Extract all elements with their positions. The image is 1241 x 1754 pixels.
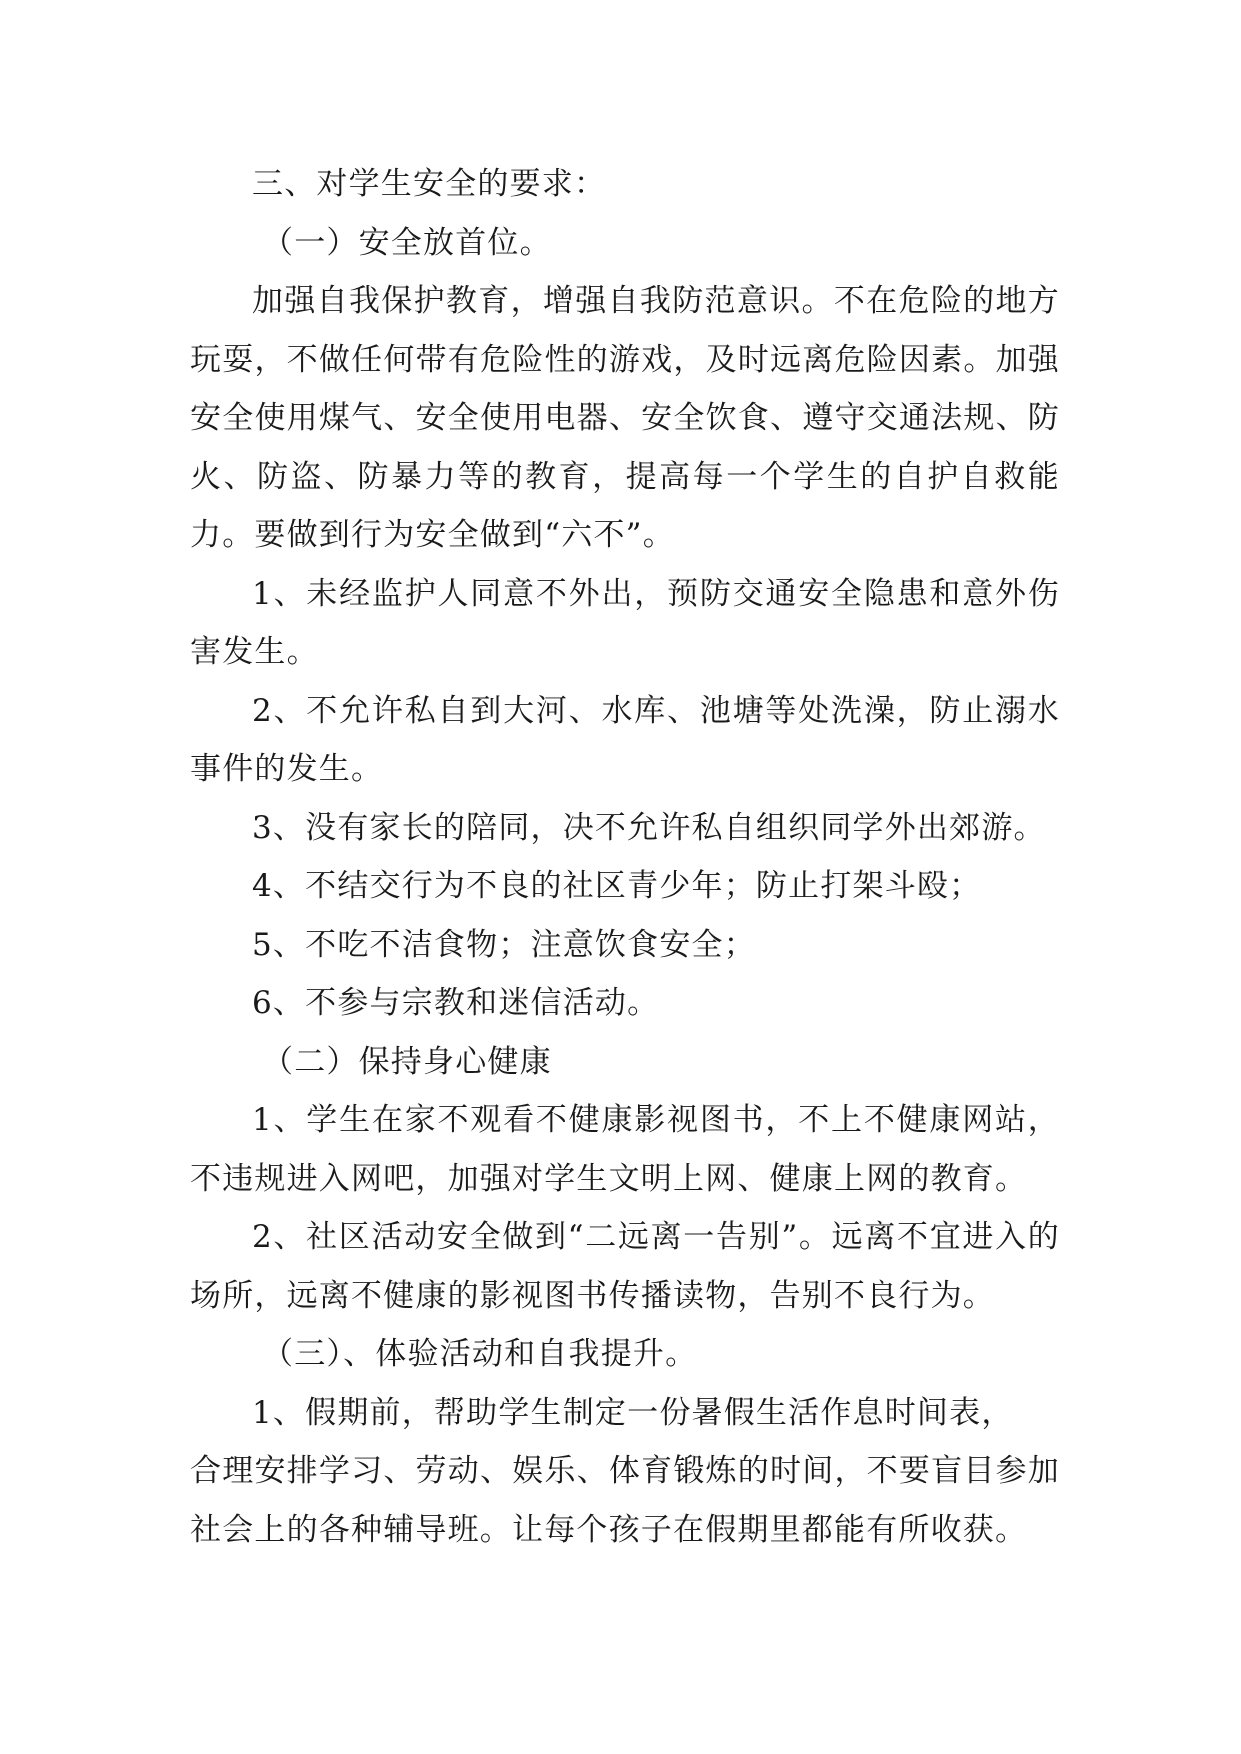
list-item: 2、不允许私自到大河、水库、池塘等处洗澡，防止溺水事件的发生。 <box>190 692 1060 787</box>
list-item: 2、社区活动安全做到“二远离一告别”。远离不宜进入的场所，远离不健康的影视图书传播读物，告别不良行为。 <box>190 1219 1060 1314</box>
list-item: 1、未经监护人同意不外出，预防交通安全隐患和意外伤害发生。 <box>190 575 1060 670</box>
list-item: 1、学生在家不观看不健康影视图书，不上不健康网站，不违规进入网吧，加强对学生文明上网、健康上网的教育。 <box>190 1102 1060 1197</box>
document-body <box>190 155 1060 1559</box>
subsection-heading: （二）保持身心健康 <box>262 1043 552 1080</box>
body-paragraph: 合理安排学习、劳动、娱乐、体育锻炼的时间，不要盲目参加社会上的各种辅导班。让每个孩子在假期里都能有所收获。 <box>190 1453 1060 1548</box>
list-item: 5、不吃不洁食物；注意饮食安全； <box>252 926 756 963</box>
list-item: 4、不结交行为不良的社区青少年；防止打架斗殴； <box>252 868 982 904</box>
body-paragraph: 加强自我保护教育，增强自我防范意识。不在危险的地方玩耍，不做任何带有危险性的游戏，及时远离危险因素。加强安全使用煤气、安全使用电器、安全饮食、遵守交通法规、防火、防盗、防暴力等的教育，提高每一个学生的自护自救能力。要做到行为安全做到“六不”。 <box>190 283 1060 553</box>
subsection-heading: （三）、体验活动和自我提升。 <box>262 1336 698 1372</box>
list-item: 3、没有家长的陪同，决不允许私自组织同学外出郊游。 <box>252 809 1046 846</box>
list-item: 6、不参与宗教和迷信活动。 <box>252 985 660 1021</box>
list-item: 1、假期前，帮助学生制定一份暑假生活作息时间表， <box>252 1394 1014 1431</box>
subsection-heading: （一）安全放首位。 <box>262 224 552 261</box>
section-heading: 三、对学生安全的要求： <box>252 166 607 202</box>
